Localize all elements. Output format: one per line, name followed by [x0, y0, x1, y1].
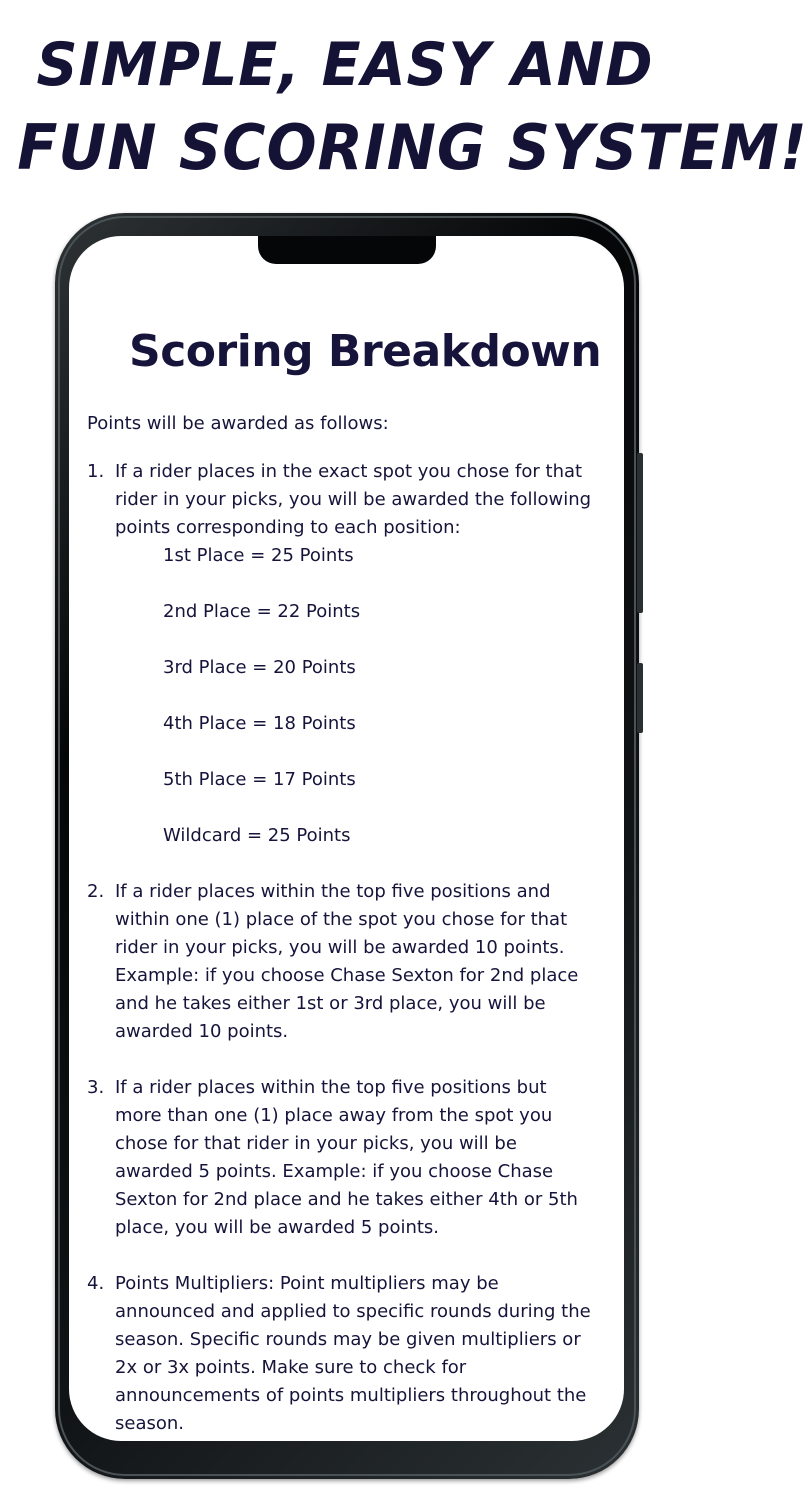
points-row: 5th Place = 17 Points [163, 769, 356, 790]
rule-item [87, 1270, 597, 1438]
scoring-content [87, 316, 602, 1438]
rule-item [87, 1074, 597, 1242]
rule-item [87, 878, 597, 1046]
points-row: 1st Place = 25 Points [163, 545, 354, 566]
intro-text: Points will be awarded as follows: [87, 413, 389, 434]
rules-list [87, 458, 597, 1438]
phone-notch [258, 236, 436, 264]
rule-number: 4. [87, 1273, 105, 1294]
phone-volume-button [637, 453, 643, 613]
rule-item [87, 458, 597, 850]
phone-frame [55, 213, 639, 1479]
page-title: Scoring Breakdown [129, 325, 602, 377]
rule-number: 1. [87, 461, 105, 482]
rule-text: Points Multipliers: Point multipliers may be announced and applied to specific rounds during the season. Specific rounds may be given multipliers or 2x or 3x points. Make sure to check for announcements of points multipliers throughout the season. [115, 1273, 591, 1434]
points-row: 4th Place = 18 Points [163, 713, 356, 734]
points-row: Wildcard = 25 Points [163, 825, 351, 846]
points-row: 2nd Place = 22 Points [163, 601, 361, 622]
title-row [107, 316, 602, 386]
phone-power-button [637, 663, 643, 733]
headline-line-1: SIMPLE, EASY AND [36, 30, 654, 100]
rule-text: If a rider places in the exact spot you chose for that rider in your picks, you will be awarded the following points corresponding to each position: [115, 461, 592, 538]
phone-screen[interactable] [69, 236, 624, 1441]
headline-line-2: FUN SCORING SYSTEM! [17, 111, 808, 184]
rule-text: If a rider places within the top five positions but more than one (1) place away from the spot you chose for that rider in your picks, you will be awarded 5 points. Example: if you choose Chase Sexton for 2nd place and he takes either 4th or 5th place, you will be awarded 5 points. [115, 1077, 578, 1238]
rule-number: 3. [87, 1077, 105, 1098]
points-table [115, 542, 597, 850]
rule-number: 2. [87, 881, 105, 902]
rule-text: If a rider places within the top five positions and within one (1) place of the spot you chose for that rider in your picks, you will be awarded 10 points. Example: if you choose Chase Sexton for 2nd place and he takes either 1st or 3rd place, you will be awarded 10 points. [115, 881, 579, 1042]
points-row: 3rd Place = 20 Points [163, 657, 356, 678]
